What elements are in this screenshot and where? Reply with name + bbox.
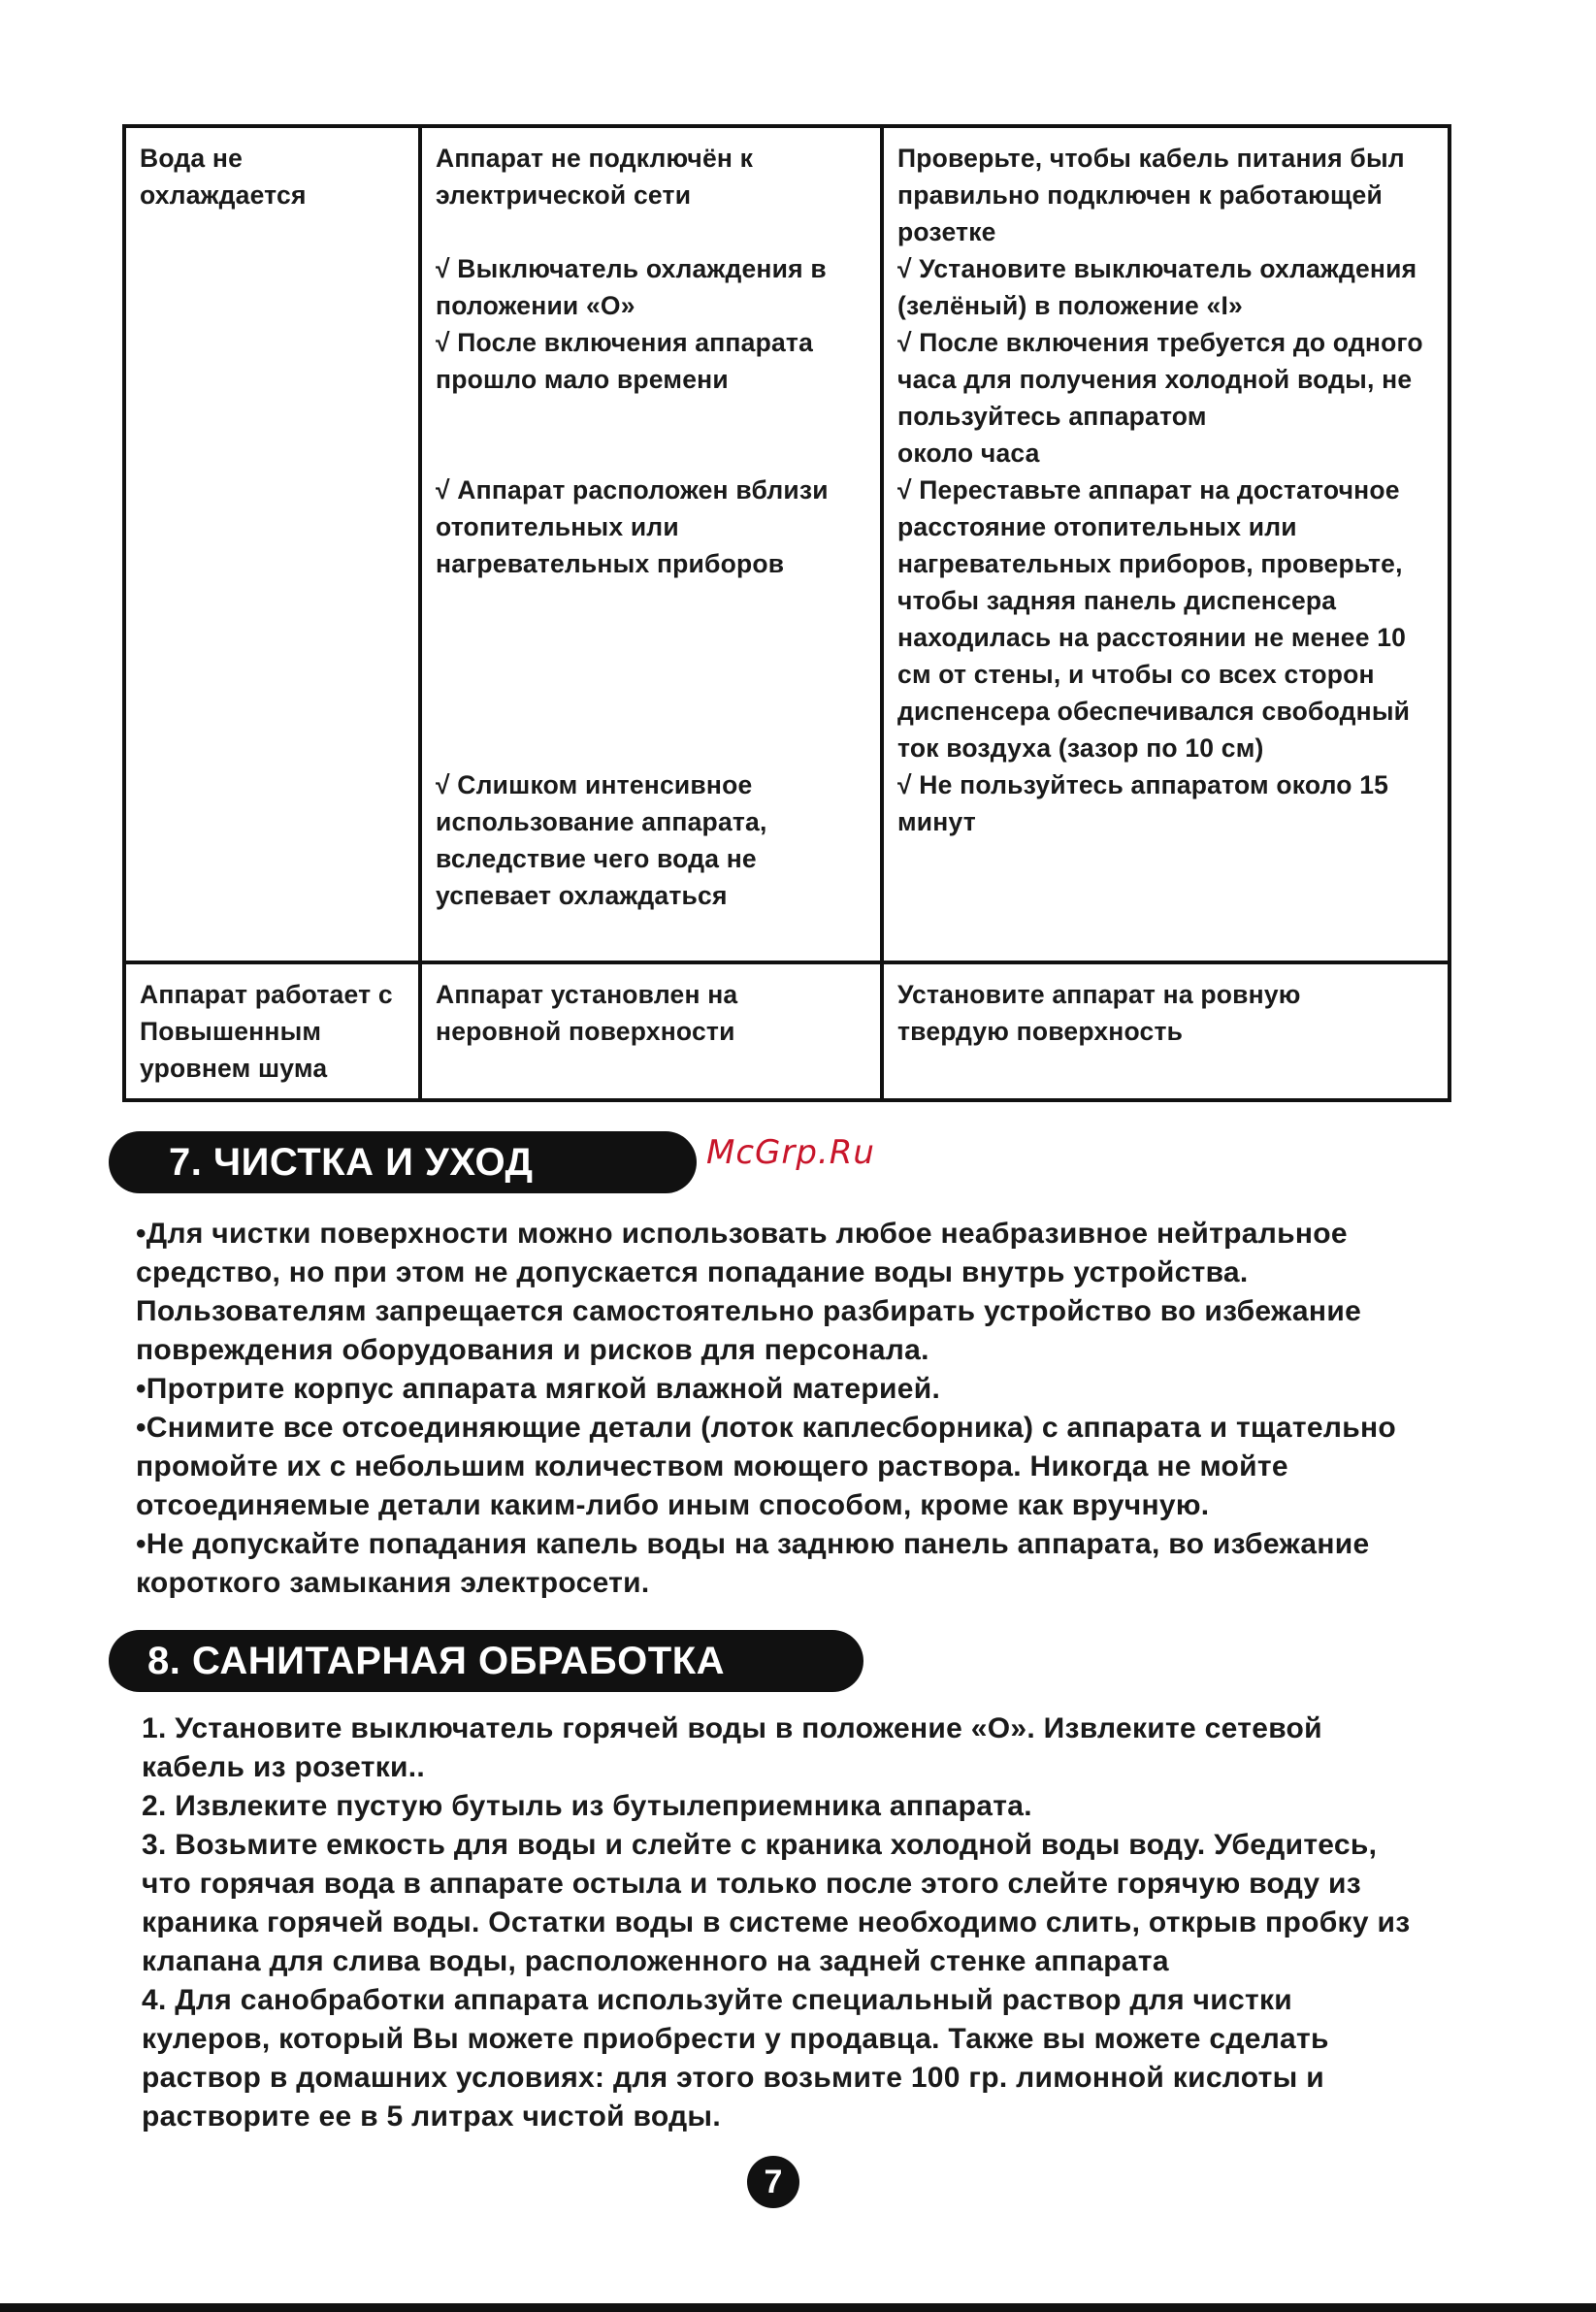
text-line: находилась на расстоянии не менее 10 — [897, 623, 1407, 652]
text-line: 1. Установите выключатель горячей воды в положение «О». Извлеките сетевой — [142, 1712, 1322, 1744]
text-line: Пользователям запрещается самостоятельно разбирать устройство во избежание — [136, 1295, 1362, 1327]
text-line: что горячая вода в аппарате остыла и только после этого слейте горячую воду из — [142, 1868, 1361, 1900]
text-line: •Не допускайте попадания капель воды на заднюю панель аппарата, во избежание — [136, 1528, 1370, 1560]
text-line: средство, но при этом не допускается попадание воды внутрь устройства. — [136, 1256, 1249, 1288]
text-line: Аппарат работает с — [140, 980, 393, 1009]
text-line: Аппарат не подключён к — [436, 144, 754, 173]
text-line: √ После включения требуется до одного — [897, 328, 1423, 357]
text-line: ток воздуха (зазор по 10 см) — [897, 733, 1264, 763]
text-line: •Снимите все отсоединяющие детали (лоток каплесборника) с аппарата и тщательно — [136, 1412, 1397, 1444]
cleaning-instructions — [136, 1215, 1396, 1603]
text-line: пользуйтесь аппаратом — [897, 402, 1207, 431]
text-line: охлаждается — [140, 180, 307, 210]
problem-cell — [124, 962, 420, 1100]
text-line: розетке — [897, 217, 996, 246]
section-8-header: 8. САНИТАРНАЯ ОБРАБОТКА — [109, 1630, 863, 1692]
text-line: 4. Для санобработки аппарата используйте специальный раствор для чистки — [142, 1984, 1293, 2016]
problem-cell — [124, 126, 420, 962]
text-line: √ Выключатель охлаждения в — [436, 254, 827, 283]
text-line: √ Аппарат расположен вблизи — [436, 475, 829, 505]
text-line: •Протрите корпус аппарата мягкой влажной материей. — [136, 1373, 941, 1405]
text-line: Аппарат установлен на — [436, 980, 738, 1009]
text-line: отопительных или — [436, 512, 679, 541]
text-line: положении «О» — [436, 291, 635, 320]
text-line: использование аппарата, — [436, 807, 767, 836]
solution-cell — [882, 126, 1449, 962]
text-line: кабель из розетки.. — [142, 1751, 426, 1783]
text-line: 2. Извлеките пустую бутыль из бутылеприемника аппарата. — [142, 1790, 1032, 1822]
text-line: вследствие чего вода не — [436, 844, 757, 873]
text-line: •Для чистки поверхности можно использовать любое неабразивное нейтральное — [136, 1218, 1348, 1250]
text-line: Повышенным — [140, 1017, 322, 1046]
text-line: √ После включения аппарата — [436, 328, 814, 357]
text-line: успевает охлаждаться — [436, 881, 728, 910]
text-line: промойте их с небольшим количеством моющего раствора. Никогда не мойте — [136, 1450, 1288, 1482]
text-line: неровной поверхности — [436, 1017, 735, 1046]
cause-cell — [420, 962, 882, 1100]
text-line: прошло мало времени — [436, 365, 729, 394]
watermark: McGrp.Ru — [706, 1133, 875, 1172]
text-line: твердую поверхность — [897, 1017, 1184, 1046]
troubleshooting-table — [122, 124, 1451, 1102]
bottom-rule — [0, 2303, 1596, 2312]
text-line: электрической сети — [436, 180, 692, 210]
text-line: раствор в домашних условиях: для этого возьмите 100 гр. лимонной кислоты и — [142, 2062, 1324, 2094]
page-number-badge: 7 — [747, 2156, 799, 2208]
text-line: около часа — [897, 439, 1040, 468]
text-line: √ Установите выключатель охлаждения — [897, 254, 1417, 283]
text-line: кулеров, который Вы можете приобрести у продавца. Также вы можете сделать — [142, 2023, 1329, 2055]
text-line: Вода не — [140, 144, 244, 173]
table-row — [124, 962, 1449, 1100]
text-line: правильно подключен к работающей — [897, 180, 1383, 210]
text-line: √ Слишком интенсивное — [436, 770, 753, 799]
text-line: минут — [897, 807, 976, 836]
text-line: √ Не пользуйтесь аппаратом около 15 — [897, 770, 1389, 799]
text-line: клапана для слива воды, расположенного на задней стенке аппарата — [142, 1945, 1169, 1977]
section-7-header: 7. ЧИСТКА И УХОД — [109, 1131, 697, 1193]
text-line: расстояние отопительных или — [897, 512, 1297, 541]
text-line: часа для получения холодной воды, не — [897, 365, 1413, 394]
text-line: диспенсера обеспечивался свободный — [897, 697, 1411, 726]
text-line: чтобы задняя панель диспенсера — [897, 586, 1337, 615]
text-line: см от стены, и чтобы со всех сторон — [897, 660, 1375, 689]
text-line: повреждения оборудования и рисков для персонала. — [136, 1334, 929, 1366]
cause-cell — [420, 126, 882, 962]
text-line: √ Переставьте аппарат на достаточное — [897, 475, 1400, 505]
text-line: Установите аппарат на ровную — [897, 980, 1301, 1009]
text-line: отсоединяемые детали каким-либо иным способом, кроме как вручную. — [136, 1489, 1210, 1521]
solution-cell — [882, 962, 1449, 1100]
text-line: нагревательных приборов — [436, 549, 785, 578]
text-line: короткого замыкания электросети. — [136, 1567, 650, 1599]
text-line: краника горячей воды. Остатки воды в системе необходимо слить, открыв пробку из — [142, 1906, 1411, 1938]
text-line: растворите ее в 5 литрах чистой воды. — [142, 2100, 721, 2133]
text-line: (зелёный) в положение «I» — [897, 291, 1243, 320]
table-row — [124, 126, 1449, 962]
text-line: 3. Возьмите емкость для воды и слейте с краника холодной воды воду. Убедитесь, — [142, 1829, 1378, 1861]
sanitizing-instructions — [142, 1710, 1410, 2136]
text-line: нагревательных приборов, проверьте, — [897, 549, 1403, 578]
text-line: Проверьте, чтобы кабель питания был — [897, 144, 1405, 173]
text-line: уровнем шума — [140, 1054, 328, 1083]
